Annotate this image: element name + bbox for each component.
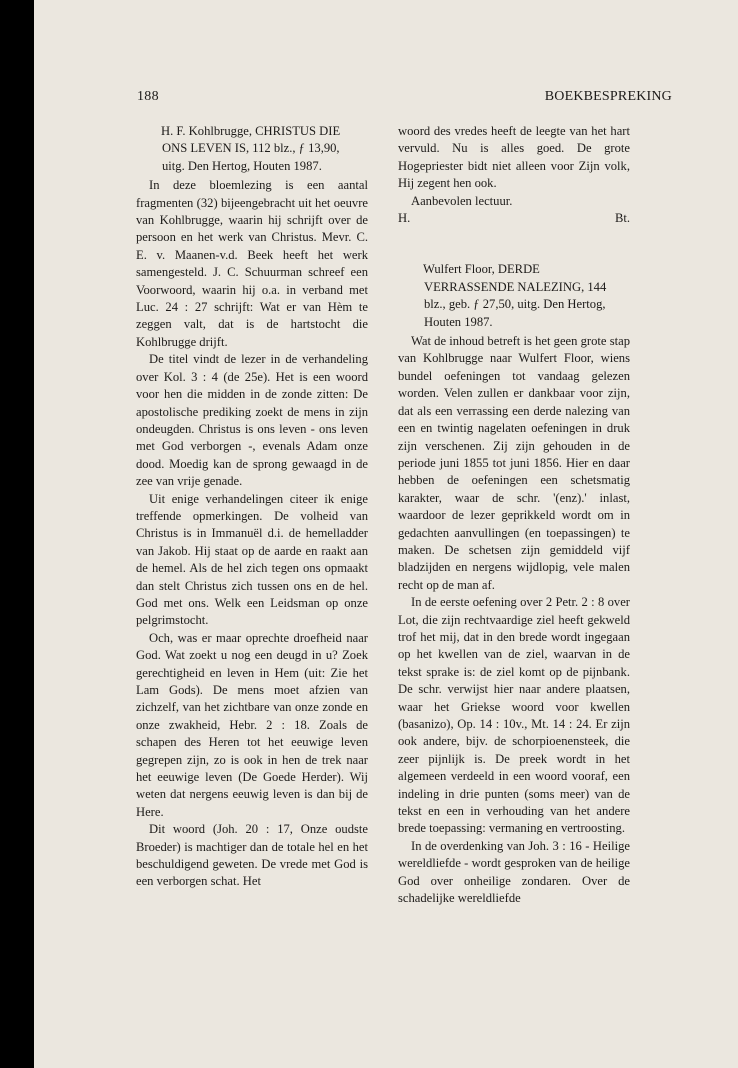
review-paragraph: Och, was er maar oprechte droefheid naar God. Wat zoekt u nog een deugd in u? Zoek gerechtigheid en leven in Hem (uit: Zie het Lam Gods). De mens moet afzien van zichzelf, van het zichtbare van onze zonde en onze zwakheid, Hebr. 2 : 18. Zoals de schapen des Heren tot het eeuwige leven gegrepen zijn, zo is ook in hen de trek naar het eeuwige leven (De Goede Herder). Wij weten dat nergens eeuwig leven is dan bij de Here. xyxy=(136,630,368,819)
review-paragraph: Dit woord (Joh. 20 : 17, Onze oudste Broeder) is machtiger dan de totale hel en het beschuldigend geweten. De vrede met God is een verborgen schat. Het xyxy=(136,822,368,889)
book-page xyxy=(34,0,738,1068)
review-paragraph: Wat de inhoud betreft is het geen grote stap van Kohlbrugge naar Wulfert Floor, wiens bundel oefeningen tot vandaag gelezen worden. Velen zullen er dankbaar voor zijn, dat als een verrassing een derde nalezing van een en twintig nagelaten oefeningen in druk zijn verschenen. Zij zijn gehouden in de periode juni 1855 tot juni 1856. Hier en daar hebben de oefeningen een schetsmatig karakter, waar de schr. '(enz).' inlast, waardoor de lezer geprikkeld wordt om in gedachten aanvullingen (en toepassingen) te maken. De schetsen zijn gemiddeld vijf bladzijden en nergens wijdlopig, vele malen recht op de man af. xyxy=(398,334,630,592)
running-head: BOEKBESPREKING xyxy=(544,89,672,104)
review-paragraph: De titel vindt de lezer in de verhandeling over Kol. 3 : 4 (de 25e). Het is een woord voor hen die midden in de zonde zitten: De apostolische prediking zoekt de mens in zijn ondeugden. Christus is ons leven - ons leven met God verborgen -, evenals Adam onze dood. Moedig kan de sprong gewaagd in de zee van vrije genade. xyxy=(136,352,368,489)
page-header xyxy=(34,89,738,109)
signature-line xyxy=(398,210,630,227)
recommendation-line: Aanbevolen lectuur. xyxy=(411,193,513,208)
page-number: 188 xyxy=(137,89,159,104)
review-paragraph: In deze bloemlezing is een aantal fragmenten (32) bijeengebracht uit het oeuvre van Kohlbrugge, waarin hij schrijft over de persoon en het werk van Christus. Mevr. C. E. v. Maanen-v.d. Beek heeft het werk samengesteld. J. C. Schuurman schreef een Voorwoord, waarin hij o.a. in verband met Luc. 24 : 27 schrijft: Wat er van Hèm te zeggen valt, dat is de hartstocht die Kohlbrugge drijft. xyxy=(136,178,368,349)
review-entry-header: Wulfert Floor, DERDE VERRASSENDE NALEZING, 144 blz., geb. ƒ 27,50, uitg. Den Hertog, Houten 1987. xyxy=(423,262,607,329)
right-column xyxy=(398,123,630,907)
left-column xyxy=(136,123,368,891)
section-gap xyxy=(398,227,630,261)
review-entry-header: H. F. Kohlbrugge, CHRISTUS DIE ONS LEVEN IS, 112 blz., ƒ 13,90, uitg. Den Hertog, Houten 1987. xyxy=(161,124,341,173)
continued-paragraph: woord des vredes heeft de leegte van het hart vervuld. Nu is alles goed. De grote Hogepriester bidt niet alleen voor Zijn volk, Hij zegent hen ook. xyxy=(398,124,630,191)
signature-initial: H. xyxy=(398,211,411,226)
review-paragraph: Uit enige verhandelingen citeer ik enige treffende opmerkingen. De volheid van Christus is in Immanuël d.i. de hemelladder van Jakob. Hij staat op de aarde en raakt aan de hemel. Als de hel zich tegen ons opmaakt dan stelt Christus zich tussen ons en de hel. God met ons. Welk een Leidsman op onze pelgrimstocht. xyxy=(136,491,368,628)
review-paragraph: In de overdenking van Joh. 3 : 16 - Heilige wereldliefde - wordt gesproken van de heilige God over onheilige zondaren. Over de schadelijke wereldliefde xyxy=(398,838,630,906)
review-paragraph: In de eerste oefening over 2 Petr. 2 : 8 over Lot, die zijn rechtvaardige ziel heeft gekweld trof het mij, dat in den brede wordt ingegaan op het kwellen van de ziel, waarvan in de tekst sprake is: de ziel komt op de pijnbank. De schr. verwijst hier naar andere plaatsen, waar het Griekse woord voor kwellen (basanizo), Op. 14 : 10v., Mt. 14 : 24. Er zijn ook andere, bijv. de schorpioenensteek, die zeer pijnlijk is. De preek wordt in het algemeen verdeeld in een woord vooraf, een indeling in drie punten (soms meer) van de tekst en een in verhouding van het andere brede toepassing: vermaning en vertroosting. xyxy=(398,595,630,836)
signature-reviewer: Bt. xyxy=(614,211,630,226)
